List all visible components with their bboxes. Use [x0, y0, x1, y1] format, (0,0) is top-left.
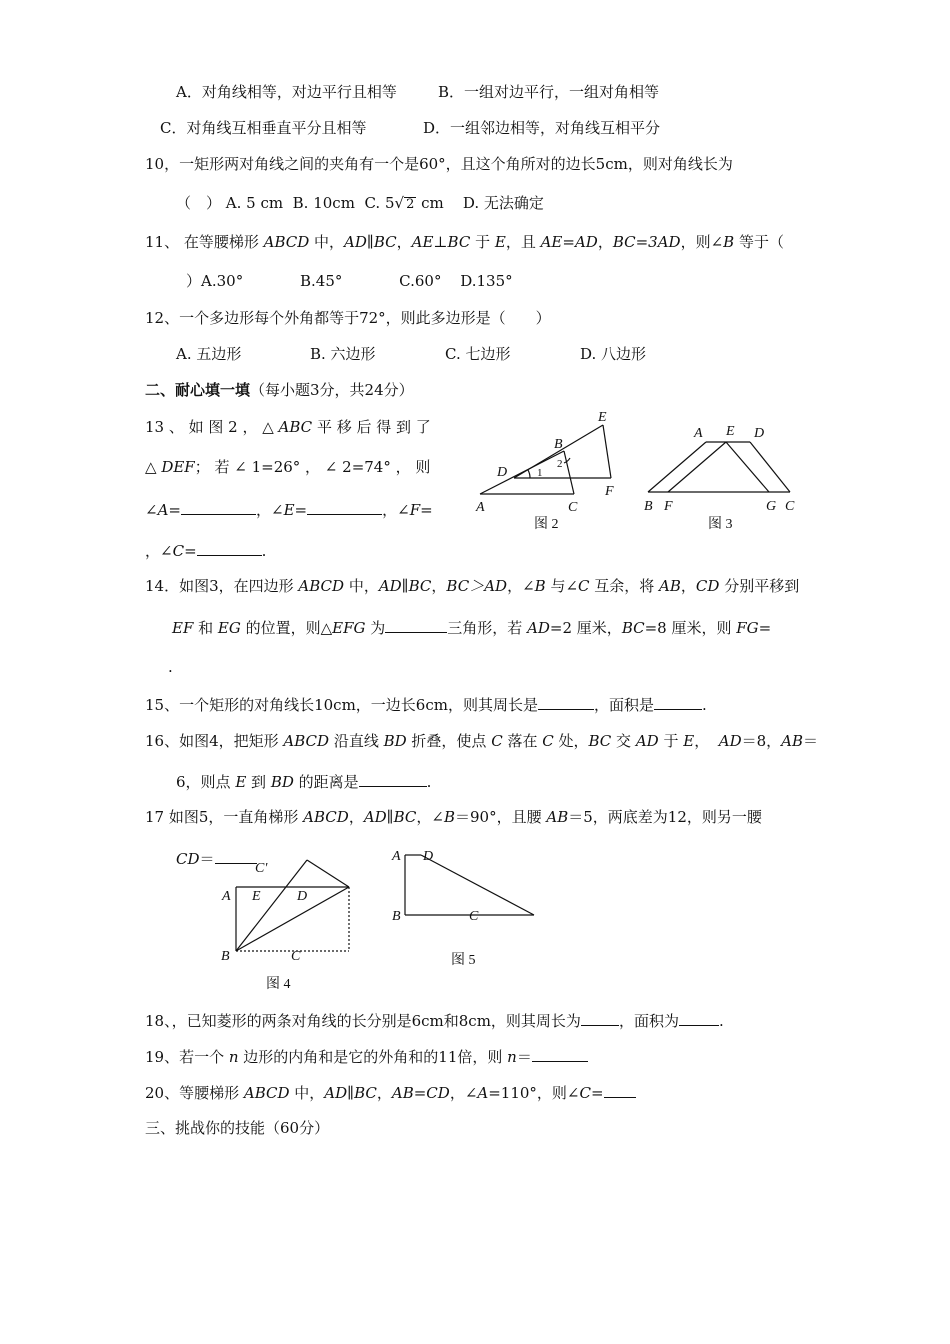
q14-line1: 14．如图3，在四边形 ABCD 中，AD∥BC，BC＞AD，∠B 与∠C 互余，将 AB，CD 分别平移到 — [145, 577, 800, 595]
fig3-label-d: D — [754, 426, 765, 441]
fig2-label-f: F — [605, 484, 614, 499]
q9-option-a: A．对角线相等，对边平行且相等 — [176, 83, 397, 101]
fig2-caption: 图 2 — [534, 517, 559, 532]
fig2-label-d: D — [497, 465, 508, 480]
q16-line1: 16、如图4，把矩形 ABCD 沿直线 BD 折叠，使点 C 落在 C 处，BC 交 AD 于 E， AD＝8，AB＝ — [145, 732, 819, 750]
answer-blank-angle-c[interactable] — [197, 540, 262, 556]
fig4-caption: 图 4 — [266, 977, 291, 992]
fig5-caption: 图 5 — [451, 953, 476, 968]
fig2-label-a: A — [476, 500, 485, 515]
sqrt-radicand: 2 — [406, 197, 415, 212]
fig4-label-d: D — [297, 889, 308, 904]
fig2-edge-bc — [564, 451, 574, 494]
fig3-label-b: B — [644, 499, 653, 514]
fig5-label-b: B — [392, 909, 401, 924]
fig3-segment-eg — [726, 442, 769, 492]
fig2-label-b: B — [554, 437, 563, 452]
fig3-label-f: F — [664, 499, 673, 514]
q13-line2: △ DEF； 若 ∠ 1=26° ， ∠ 2=74° ， 则 — [145, 458, 431, 476]
q13-line4: ，∠C= . — [145, 542, 267, 560]
fig4-label-c: C — [291, 949, 301, 964]
answer-blank-rhombus-perimeter[interactable] — [581, 1010, 619, 1026]
q15-stem: 15、一个矩形的对角线长10cm，一边长6cm，则其周长是 ，面积是 . — [145, 696, 707, 714]
fig5-label-c: C — [469, 909, 479, 924]
q12-option-c: C. 七边形 — [445, 345, 511, 363]
fig4-label-b: B — [221, 949, 230, 964]
q12-option-b: B. 六边形 — [310, 345, 376, 363]
q18-stem: 18、，已知菱形的两条对角线的长分别是6cm和8cm，则其周长为 ，面积为 . — [145, 1012, 724, 1030]
fig2-label-e: E — [598, 410, 607, 425]
answer-blank-area[interactable] — [654, 694, 702, 710]
q11-option-c: C.60° — [399, 272, 442, 290]
fig5-edge-dc — [421, 855, 534, 915]
answer-blank-perimeter[interactable] — [538, 694, 594, 710]
q11-option-a: A.30° — [201, 272, 244, 290]
fig3-label-c: C — [785, 499, 795, 514]
q12-option-d: D. 八边形 — [580, 345, 647, 363]
fig2-angle-1-arc — [528, 470, 530, 478]
section-2-heading: 二、耐心填一填（每小题3分，共24分） — [145, 381, 414, 399]
q10-stem: 10，一矩形两对角线之间的夹角有一个是60°，且这个角所对的边长5cm，则对角线长为 — [145, 155, 733, 173]
q11-option-b: B.45° — [299, 272, 343, 290]
fig3-leg-dc — [750, 442, 790, 492]
q11-options: ）A.30° B.45° C.60° D.135° — [186, 272, 513, 290]
fig3-label-e: E — [726, 424, 735, 439]
q9-option-c: C．对角线互相垂直平分且相等 — [160, 119, 367, 137]
q10-options — [176, 193, 544, 213]
q19-stem: 19、若一个 n 边形的内角和是它的外角和的11倍，则 n＝ — [145, 1046, 588, 1067]
q11-stem: 11、 在等腰梯形 ABCD 中，AD∥BC，AE⊥BC 于 E，且 AE=AD，BC=3AD，则∠B 等于（ — [145, 233, 784, 251]
q9-option-d: D．一组邻边相等，对角线互相平分 — [423, 119, 661, 137]
q12-stem: 12、一个多边形每个外角都等于72°，则此多边形是（ ） — [145, 309, 551, 327]
q12-option-a: A. 五边形 — [176, 345, 242, 363]
fig4-folded-bc — [236, 860, 307, 951]
answer-blank-angle-e[interactable] — [307, 499, 382, 515]
fig4-label-c-prime: C' — [255, 861, 268, 876]
q9-option-b: B．一组对边平行，一组对角相等 — [438, 83, 660, 101]
q10-option-c: C. 5√ 2 cm — [364, 194, 444, 212]
q17-line2: CD＝ — [176, 848, 257, 869]
fig4-label-e: E — [252, 889, 261, 904]
q11-option-d: D.135° — [460, 272, 513, 290]
fig4-label-a: A — [222, 889, 231, 904]
fig3-label-a: A — [694, 426, 703, 441]
q10-option-b: B. 10cm — [292, 194, 355, 212]
q14-line3: . — [168, 658, 173, 676]
fig3-caption: 图 3 — [708, 517, 733, 532]
answer-blank-angle-c-q20[interactable] — [604, 1082, 636, 1098]
section-3-heading: 三、挑战你的技能（60分） — [145, 1119, 330, 1137]
fig4-folded-cd — [307, 860, 349, 887]
fig2-edge-ab — [480, 451, 564, 494]
answer-blank-distance[interactable] — [359, 771, 427, 787]
fig2-label-c: C — [568, 500, 578, 515]
q10-paren: （ ） — [176, 194, 222, 212]
q14-line2: EF 和 EG 的位置，则△EFG 为 三角形，若 AD=2 厘米，BC=8 厘米，则 FG= — [172, 619, 772, 637]
q16-line2: 6，则点 E 到 BD 的距离是 . — [176, 773, 432, 791]
fig2-edge-ef — [603, 425, 611, 478]
figure-5 — [385, 843, 545, 973]
fig2-label-1: 1 — [537, 467, 543, 479]
answer-blank-n[interactable] — [532, 1046, 588, 1062]
answer-blank-rhombus-area[interactable] — [679, 1010, 719, 1026]
answer-blank-triangle-type[interactable] — [385, 617, 447, 633]
q17-line1: 17 如图5，一直角梯形 ABCD，AD∥BC，∠B＝90°，且腰 AB＝5，两底差为12，则另一腰 — [145, 808, 762, 826]
fig5-label-a: A — [392, 849, 401, 864]
q13-line1: 13 、 如 图 2 ， △ ABC 平 移 后 得 到 了 — [145, 418, 431, 436]
fig2-label-2: 2 — [557, 458, 563, 470]
figure-3 — [640, 420, 805, 536]
q10-option-d: D. 无法确定 — [462, 194, 544, 212]
q20-stem: 20、等腰梯形 ABCD 中，AD∥BC，AB=CD，∠A=110°，则∠C= — [145, 1082, 636, 1103]
fig3-label-g: G — [766, 499, 777, 514]
q10-option-a: A. 5 cm — [225, 194, 284, 212]
fig5-label-d: D — [423, 849, 434, 864]
figure-4 — [215, 855, 365, 995]
answer-blank-angle-a[interactable] — [181, 499, 256, 515]
q13-line3: ∠A= ，∠E= ，∠F= — [145, 501, 433, 519]
figure-2 — [470, 408, 630, 536]
